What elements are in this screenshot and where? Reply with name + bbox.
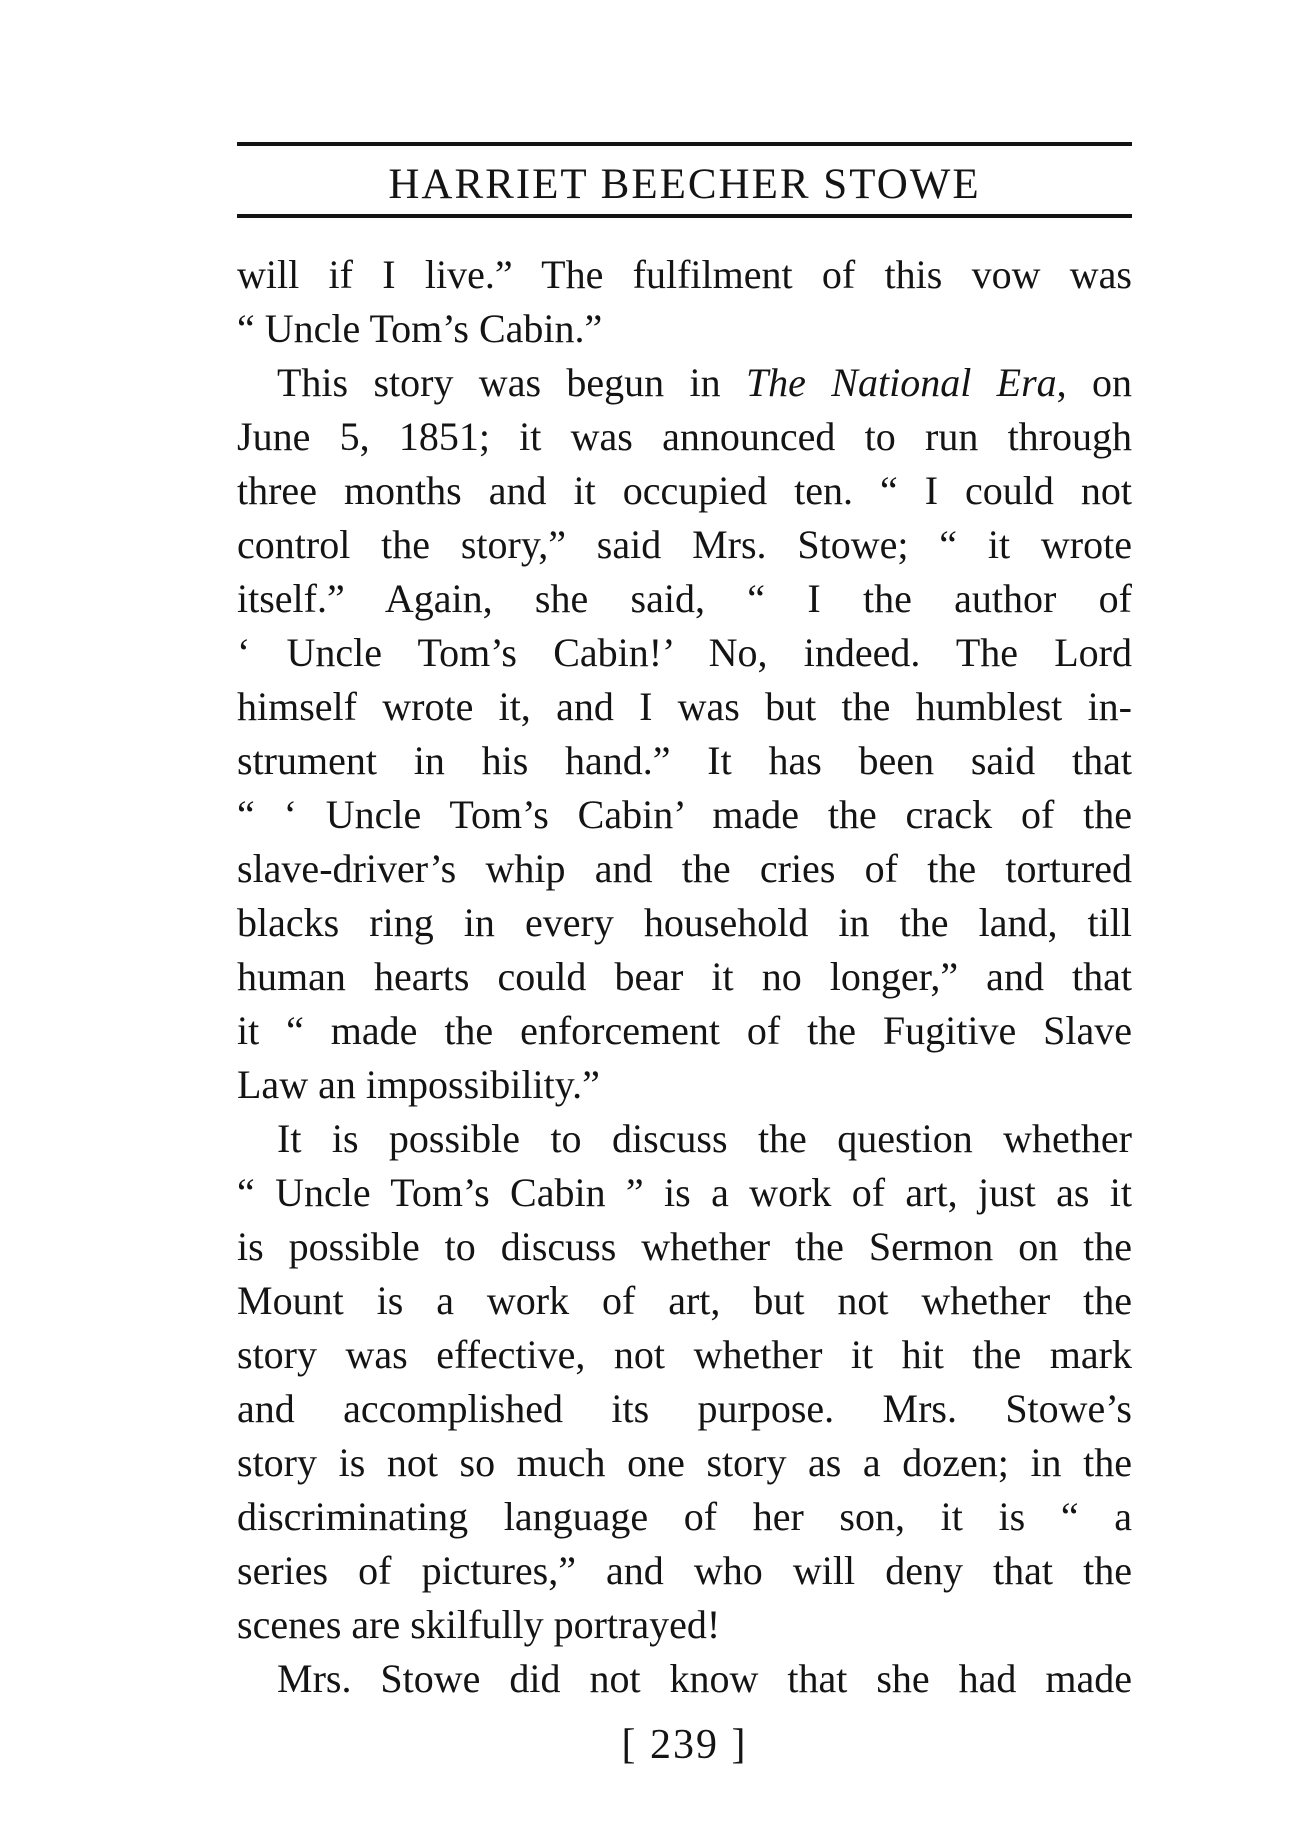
- text-line: and accomplished its purpose. Mrs. Stowe’s: [237, 1386, 1132, 1431]
- text-line: “ Uncle Tom’s Cabin ” is a work of art, just as it: [237, 1170, 1132, 1215]
- text-line: is possible to discuss whether the Sermon on the: [237, 1224, 1132, 1269]
- text-line-italic: This story was begun in The National Era, on: [277, 360, 1133, 405]
- text-line: Mrs. Stowe did not know that she had made: [277, 1656, 1132, 1701]
- text-line: discriminating language of her son, it is “ a: [237, 1494, 1132, 1539]
- body-text: [237, 248, 1132, 1706]
- header-rule-top: [237, 142, 1132, 146]
- page-number: [ 239 ]: [621, 1722, 748, 1768]
- text-line: story was effective, not whether it hit the mark: [237, 1332, 1132, 1377]
- text-line: control the story,” said Mrs. Stowe; “ it wrote: [237, 522, 1132, 567]
- text-line: slave-driver’s whip and the cries of the tortured: [237, 846, 1132, 891]
- text-line: Mount is a work of art, but not whether the: [237, 1278, 1132, 1323]
- text-line: It is possible to discuss the question whether: [277, 1116, 1132, 1161]
- italic-title: The National Era: [745, 360, 1057, 405]
- text-line: strument in his hand.” It has been said that: [237, 738, 1132, 783]
- header-rule-bottom: [237, 214, 1132, 218]
- text-line: June 5, 1851; it was announced to run through: [237, 414, 1132, 459]
- text-line: series of pictures,” and who will deny that the: [237, 1548, 1132, 1593]
- text-line: story is not so much one story as a dozen; in the: [237, 1440, 1132, 1485]
- text-line: three months and it occupied ten. “ I could not: [237, 468, 1132, 513]
- text-line: human hearts could bear it no longer,” and that: [237, 954, 1132, 999]
- text-line: scenes are skilfully portrayed!: [237, 1602, 721, 1647]
- text-line: it “ made the enforcement of the Fugitive Slave: [237, 1008, 1132, 1053]
- text-line: will if I live.” The fulfilment of this vow was: [237, 252, 1132, 297]
- text-line: itself.” Again, she said, “ I the author of: [237, 576, 1132, 621]
- text-line: Law an impossibility.”: [237, 1062, 600, 1107]
- text-line: ‘ Uncle Tom’s Cabin!’ No, indeed. The Lord: [237, 630, 1132, 675]
- text-line: “ ‘ Uncle Tom’s Cabin’ made the crack of the: [237, 792, 1132, 837]
- running-head: HARRIET BEECHER STOWE: [388, 161, 981, 208]
- text-line: himself wrote it, and I was but the humblest in-: [237, 684, 1132, 729]
- text-line: blacks ring in every household in the land, till: [237, 900, 1132, 945]
- text-line: “ Uncle Tom’s Cabin.”: [237, 306, 603, 351]
